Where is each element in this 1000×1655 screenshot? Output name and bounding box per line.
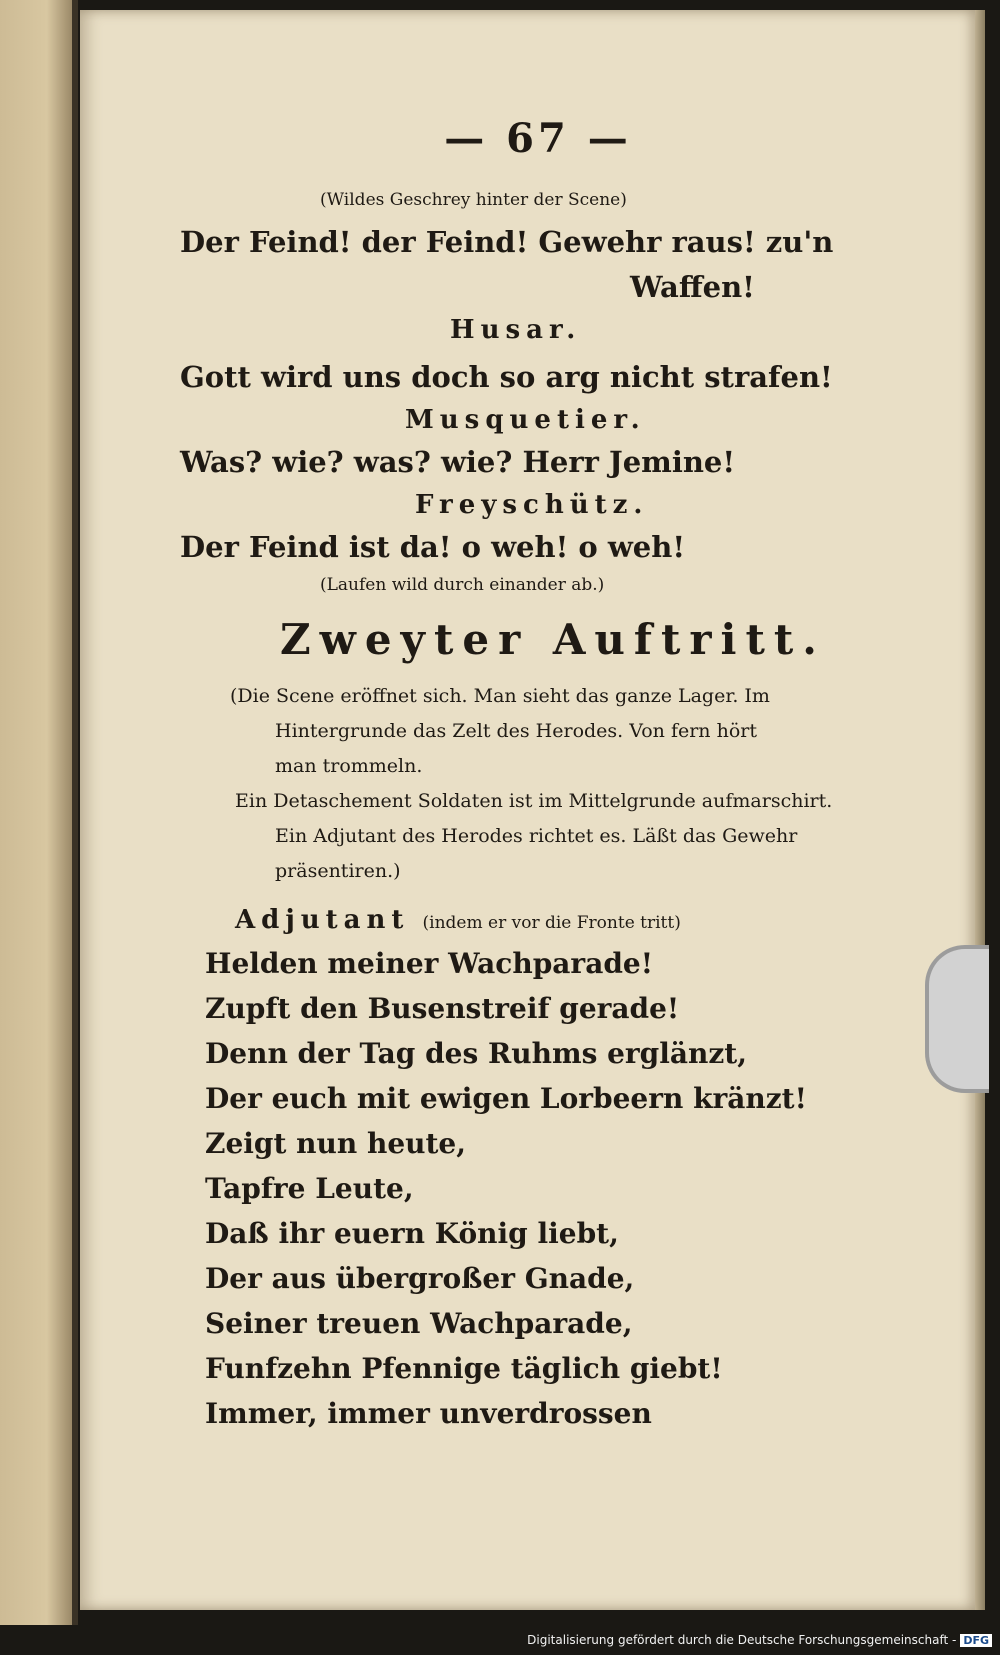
text-line: Der Feind! der Feind! Gewehr raus! zu'n [180, 225, 834, 259]
text-line: Was? wie? was? wie? Herr Jemine! [180, 445, 736, 479]
page-edge [975, 10, 985, 1610]
verse-line: Zeigt nun heute, [205, 1127, 466, 1160]
stage-direction: (Laufen wild durch einander ab.) [320, 575, 605, 595]
stage-direction: man trommeln. [275, 755, 423, 777]
verse-line: Helden meiner Wachparade! [205, 947, 654, 980]
text-line: Gott wird uns doch so arg nicht strafen! [180, 360, 833, 394]
page-content [180, 115, 880, 1435]
verse-line: Immer, immer unverdrossen [205, 1397, 652, 1430]
stage-direction: (indem er vor die Fronte tritt) [422, 913, 681, 933]
speaker-name: Freyschütz. [415, 490, 649, 520]
verse-line: Denn der Tag des Ruhms erglänzt, [205, 1037, 747, 1070]
scene-heading: Zweyter Auftritt. [280, 615, 826, 664]
verse-line: Der euch mit ewigen Lorbeern kränzt! [205, 1082, 807, 1115]
verse-line: Der aus übergroßer Gnade, [205, 1262, 635, 1295]
credit-text: Digitalisierung gefördert durch die Deutsche Forschungsgemeinschaft - [527, 1633, 957, 1647]
verse-line: Seiner treuen Wachparade, [205, 1307, 633, 1340]
text-line: Waffen! [630, 270, 755, 304]
verse-line: Tapfre Leute, [205, 1172, 414, 1205]
stage-direction: Hintergrunde das Zelt des Herodes. Von fern hört [275, 720, 757, 742]
page-tab [925, 945, 989, 1093]
stage-direction: (Wildes Geschrey hinter der Scene) [320, 190, 627, 210]
verse-line: Funfzehn Pfennige täglich giebt! [205, 1352, 723, 1385]
stage-direction: präsentiren.) [275, 860, 401, 882]
speaker-name: Adjutant [235, 905, 410, 935]
dfg-logo: DFG [960, 1634, 992, 1647]
speaker-name: Husar. [450, 315, 582, 345]
page-number: — 67 — [444, 115, 632, 162]
book-gutter [72, 0, 78, 1625]
left-page-edge [0, 0, 78, 1625]
verse-line: Daß ihr euern König liebt, [205, 1217, 619, 1250]
stage-direction: (Die Scene eröffnet sich. Man sieht das ganze Lager. Im [230, 685, 770, 707]
digitization-credit [527, 1633, 992, 1647]
verse-line: Zupft den Busenstreif gerade! [205, 992, 680, 1025]
speaker-name: Musquetier. [405, 405, 646, 435]
speaker-line [235, 905, 681, 935]
stage-direction: Ein Adjutant des Herodes richtet es. Läßt das Gewehr [275, 825, 798, 847]
stage-direction: Ein Detaschement Soldaten ist im Mittelgrunde aufmarschirt. [235, 790, 833, 812]
text-line: Der Feind ist da! o weh! o weh! [180, 530, 686, 564]
